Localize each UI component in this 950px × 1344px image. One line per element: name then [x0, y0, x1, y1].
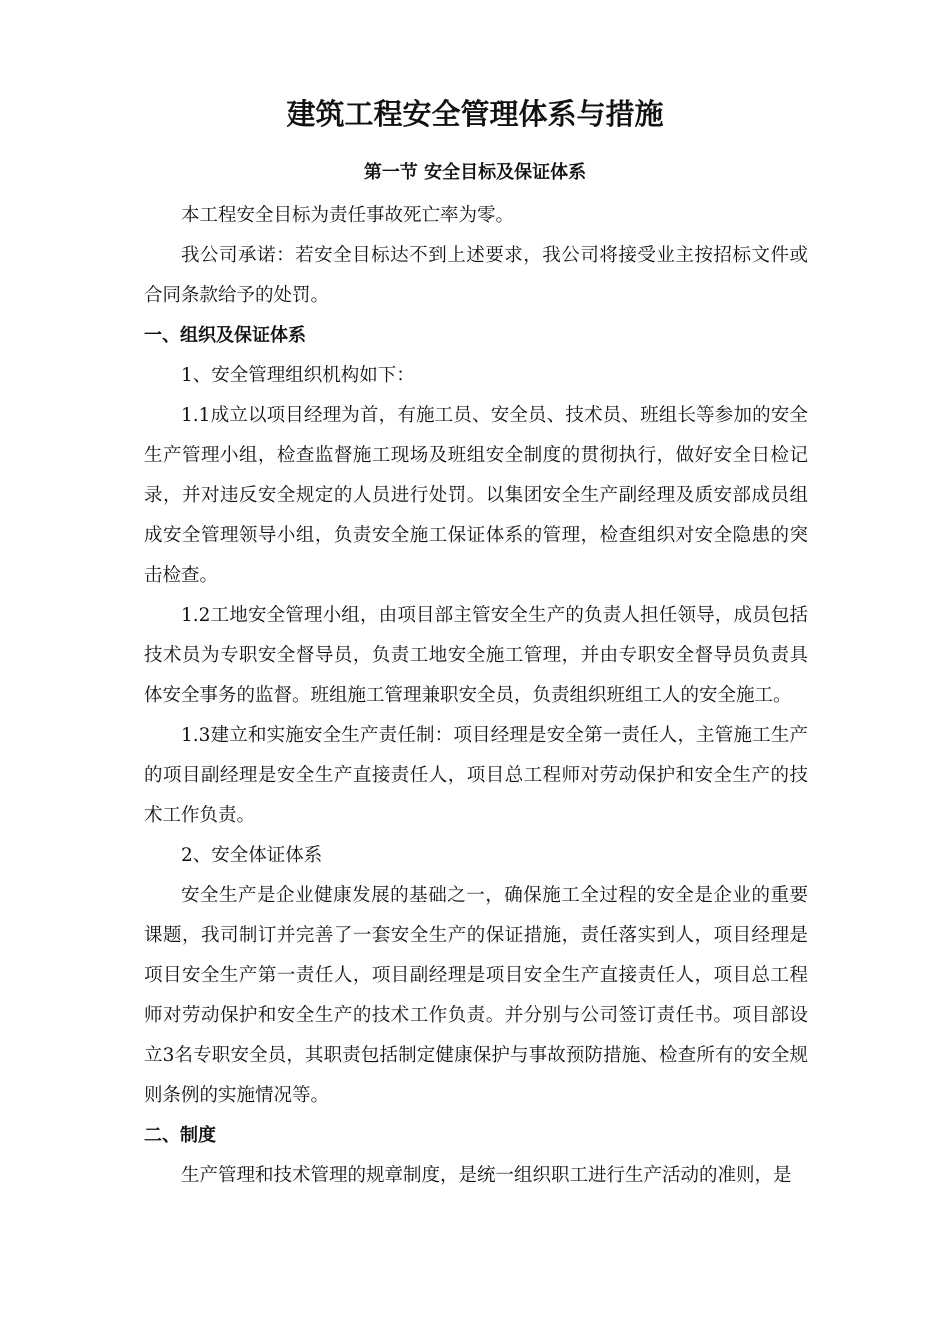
section-title: 第一节 安全目标及保证体系	[363, 162, 587, 183]
paragraph: 1.1成立以项目经理为首，有施工员、安全员、技术员、班组长等参加的安全生产管理小组，检查监督施工现场及班组安全制度的贯彻执行，做好安全日检记录，并对违反安全规定的人员进行处罚。以集团安全生产副经理及质安部成员组成安全管理领导小组，负责安全施工保证体系的管理，检查组织对安全隐患的突击检查。	[144, 405, 808, 586]
paragraph: 2、安全体证体系	[181, 845, 323, 866]
heading-rules: 二、制度	[144, 1125, 216, 1146]
paragraph: 1、安全管理组织机构如下：	[181, 365, 415, 386]
document-title: 建筑工程安全管理体系与措施	[286, 97, 664, 131]
paragraph: 生产管理和技术管理的规章制度，是统一组织职工进行生产活动的准则，是	[181, 1165, 792, 1186]
paragraph: 1.3建立和实施安全生产责任制：项目经理是安全第一责任人，主管施工生产的项目副经理是安全生产直接责任人，项目总工程师对劳动保护和安全生产的技术工作负责。	[144, 725, 808, 826]
heading-organization: 一、组织及保证体系	[144, 325, 306, 346]
document-body	[144, 196, 808, 1196]
paragraph: 安全生产是企业健康发展的基础之一，确保施工全过程的安全是企业的重要课题，我司制订并完善了一套安全生产的保证措施，责任落实到人，项目经理是项目安全生产第一责任人，项目副经理是项目安全生产直接责任人，项目总工程师对劳动保护和安全生产的技术工作负责。并分别与公司签订责任书。项目部设立3名专职安全员，其职责包括制定健康保护与事故预防措施、检查所有的安全规则条例的实施情况等。	[144, 885, 808, 1106]
paragraph: 1.2工地安全管理小组，由项目部主管安全生产的负责人担任领导，成员包括技术员为专职安全督导员，负责工地安全施工管理，并由专职安全督导员负责具体安全事务的监督。班组施工管理兼职安全员，负责组织班组工人的安全施工。	[144, 605, 808, 706]
paragraph: 本工程安全目标为责任事故死亡率为零。	[181, 205, 515, 226]
paragraph: 我公司承诺：若安全目标达不到上述要求，我公司将接受业主按招标文件或合同条款给予的处罚。	[144, 245, 808, 306]
